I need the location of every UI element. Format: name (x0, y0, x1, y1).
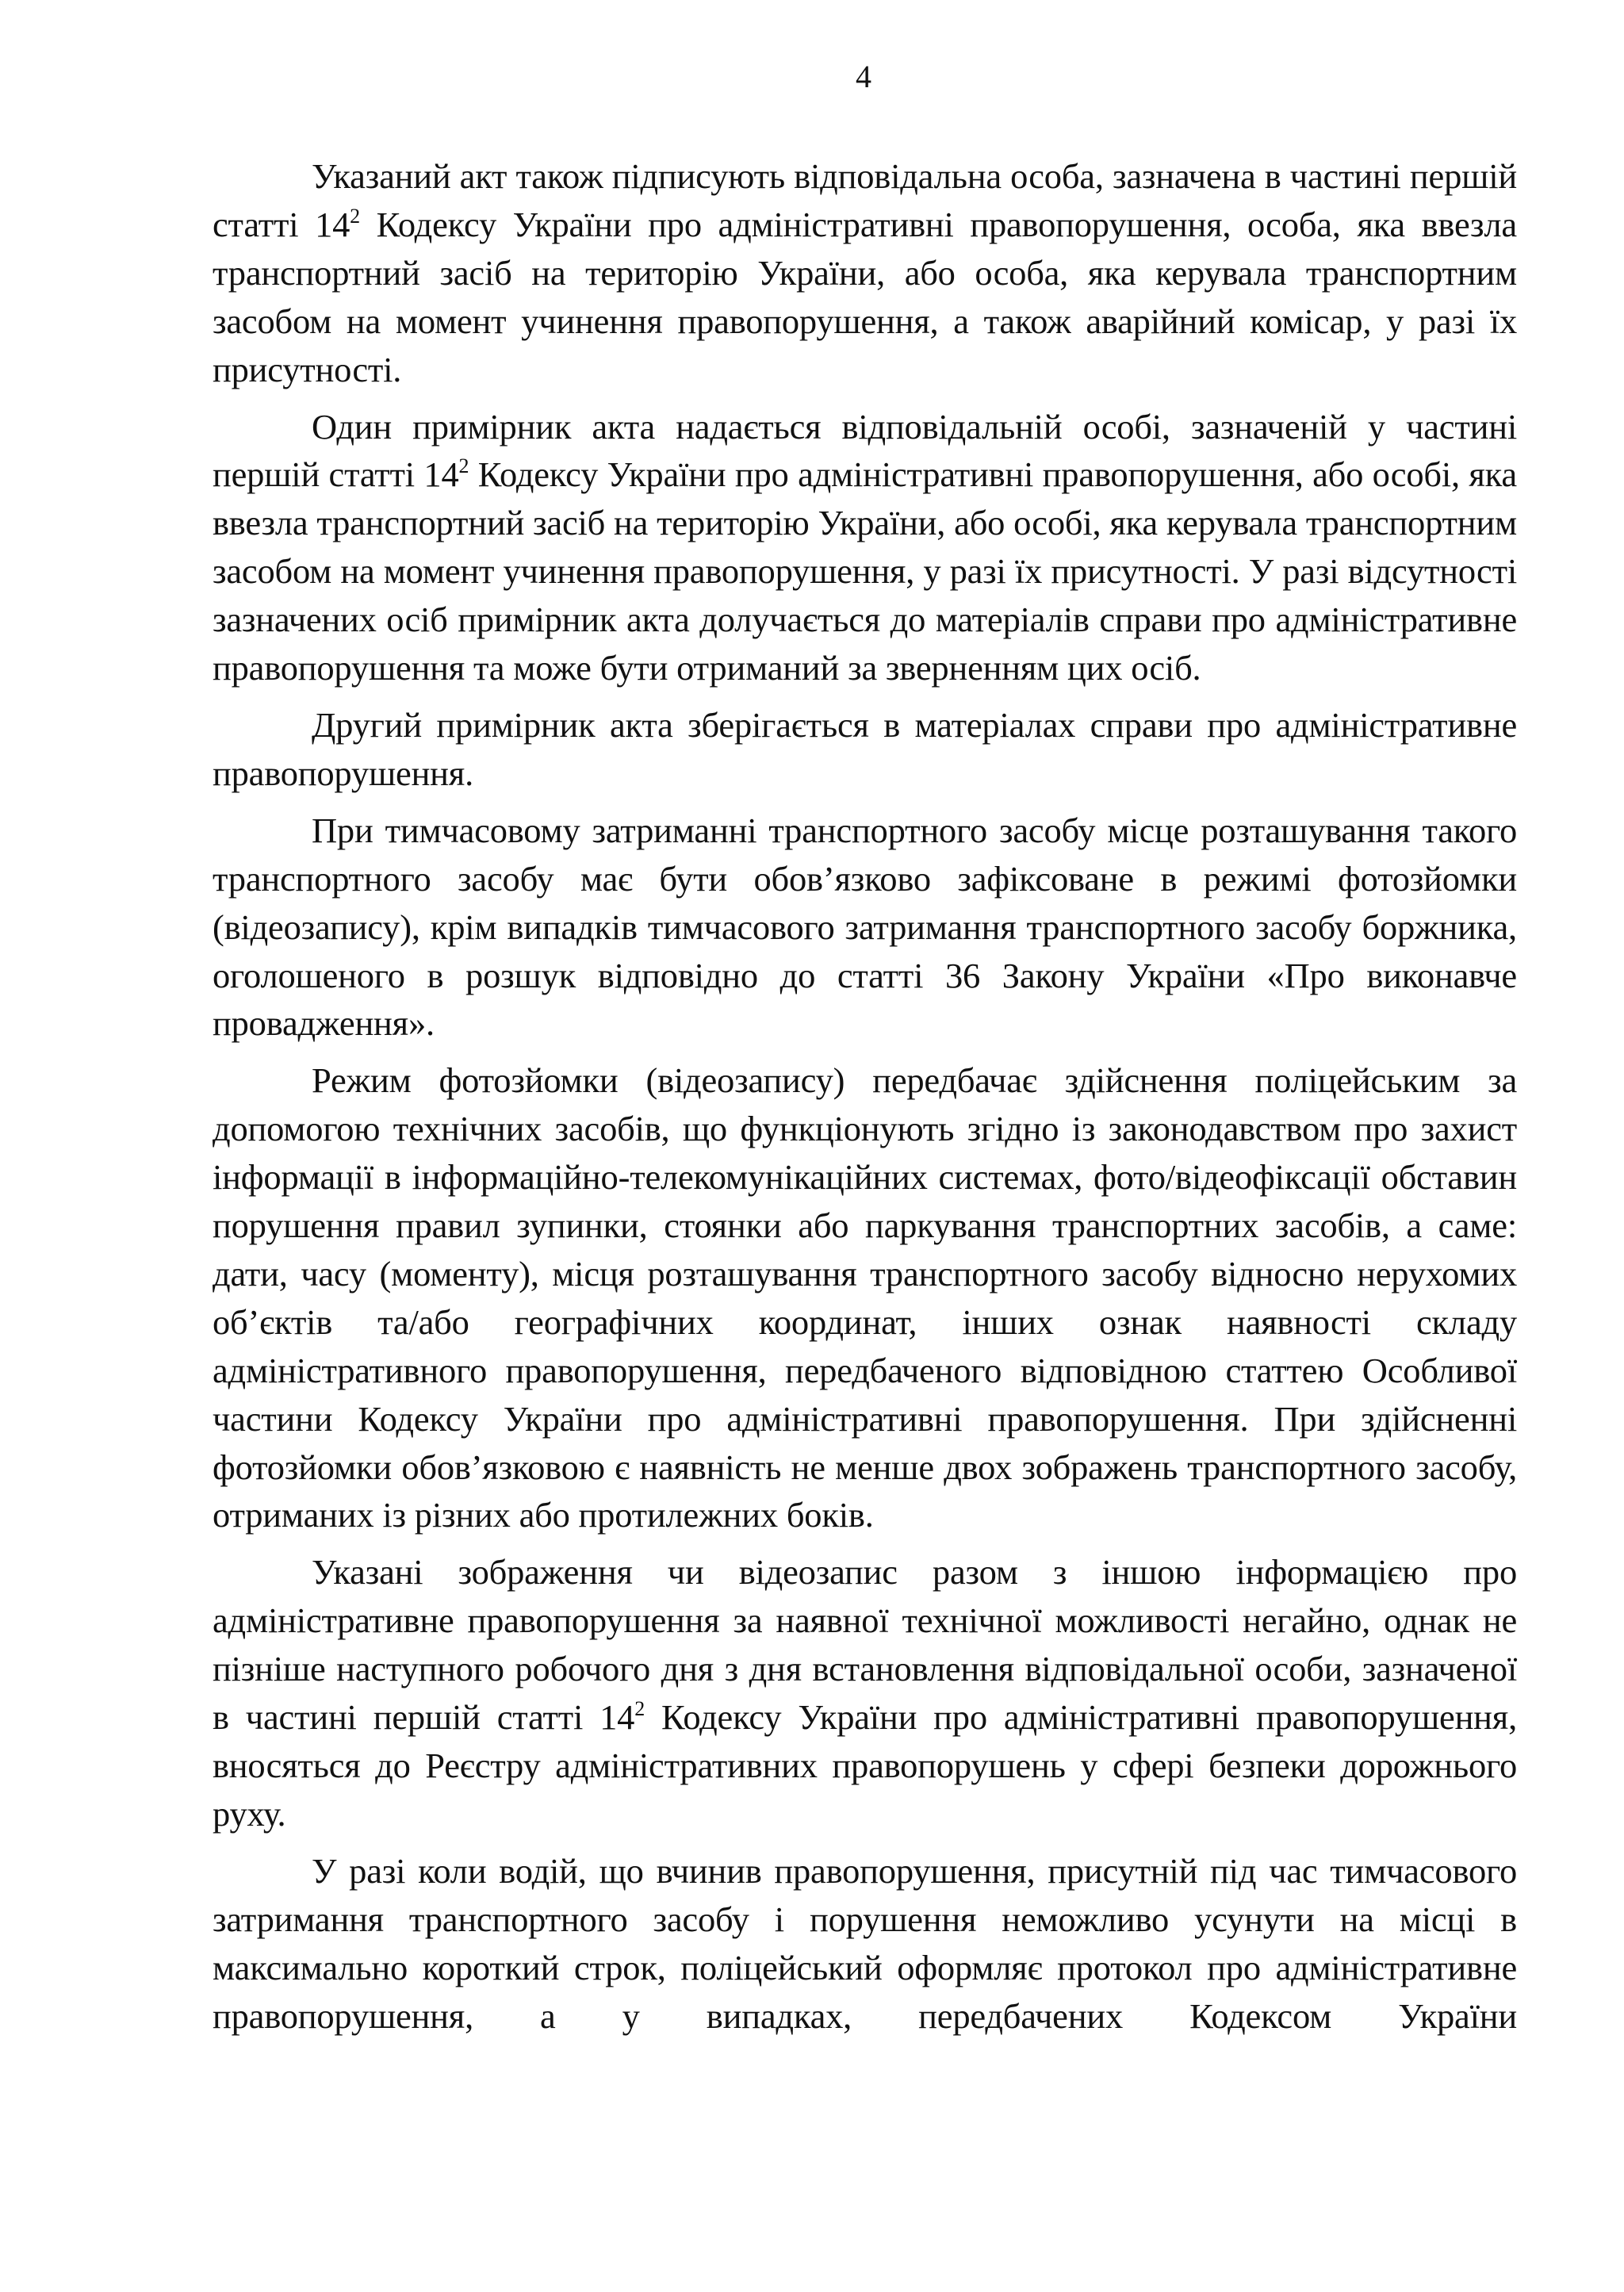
paragraph-6-text: Указані зображення чи відеозапис разом з іншою інформацією про адміністративне правопорушення за наявної технічної можливості негайно, однак не пізніше наступного робочого дня з дня встановлення відповідальної особи, зазначеної в частині першій статті 14 (213, 1552, 1517, 1738)
paragraph-6-text-cont: Кодексу України про адміністративні правопорушення, вносяться до Реєстру адміністративних правопорушень у сфері безпеки дорожнього руху. (213, 1697, 1517, 1834)
article-superscript: 2 (458, 454, 469, 478)
page-body (213, 152, 1517, 2040)
paragraph-4-text: При тимчасовому затриманні транспортного засобу місце розташування такого транспортного засобу має бути обов’язково зафіксоване в режимі фотозйомки (відеозапису), крім випадків тимчасового затримання транспортного засобу боржника, оголошеного в розшук відповідно до статті 36 Закону України «Про виконавче провадження». (213, 810, 1517, 1044)
page-number: 4 (856, 59, 871, 94)
paragraph-1-text: Указаний акт також підписують відповідальна особа, зазначена в частині першій статті 14 (213, 156, 1517, 244)
paragraph-2 (213, 403, 1517, 692)
paragraph-2-text: Один примірник акта надається відповідальній особі, зазначеній у частині першій статті 14 (213, 406, 1517, 495)
paragraph-7 (213, 1847, 1517, 2041)
paragraph-7-text: У разі коли водій, що вчинив правопорушення, присутній під час тимчасового затримання транспортного засобу і порушення неможливо усунути на місці в максимально короткий строк, поліцейський оформляє протокол про адміністративне правопорушення, а у випадках, передбачених Кодексом України (213, 1850, 1517, 2036)
paragraph-4 (213, 807, 1517, 1048)
paragraph-5-text: Режим фотозйомки (відеозапису) передбачає здійснення поліцейським за допомогою технічних засобів, що функціонують згідно із законодавством про захист інформації в інформаційно-телекомунікаційних системах, фото/відеофіксації обставин порушення правил зупинки, стоянки або паркування транспортних засобів, а саме: дати, часу (моменту), місця розташування транспортного засобу відносно нерухомих об’єктів та/або географічних координат, інших ознак наявності складу адміністративного правопорушення, передбаченого відповідною статтею Особливої частини Кодексу України про адміністративні правопорушення. При здійсненні фотозйомки обов’язковою є наявність не менше двох зображень транспортного засобу, отриманих із різних або протилежних боків. (213, 1060, 1517, 1535)
paragraph-2-text-cont: Кодексу України про адміністративні правопорушення, або особі, яка ввезла транспортний засіб на територію України, або особі, яка керувала транспортним засобом на момент учинення правопорушення, у разі їх присутності. У разі відсутності зазначених осіб примірник акта долучається до матеріалів справи про адміністративне правопорушення та може бути отриманий за зверненням цих осіб. (213, 454, 1517, 688)
paragraph-6 (213, 1548, 1517, 1838)
article-superscript: 2 (634, 1697, 645, 1721)
paragraph-5 (213, 1056, 1517, 1539)
article-superscript: 2 (350, 204, 360, 228)
paragraph-3 (213, 701, 1517, 798)
paragraph-1 (213, 152, 1517, 394)
paragraph-1-text-cont: Кодексу України про адміністративні правопорушення, особа, яка ввезла транспортний засіб на територію України, або особа, яка керувала транспортним засобом на момент учинення правопорушення, а також аварійний комісар, у разі їх присутності. (213, 204, 1517, 389)
paragraph-3-text: Другий примірник акта зберігається в матеріалах справи про адміністративне правопорушення. (213, 704, 1517, 793)
